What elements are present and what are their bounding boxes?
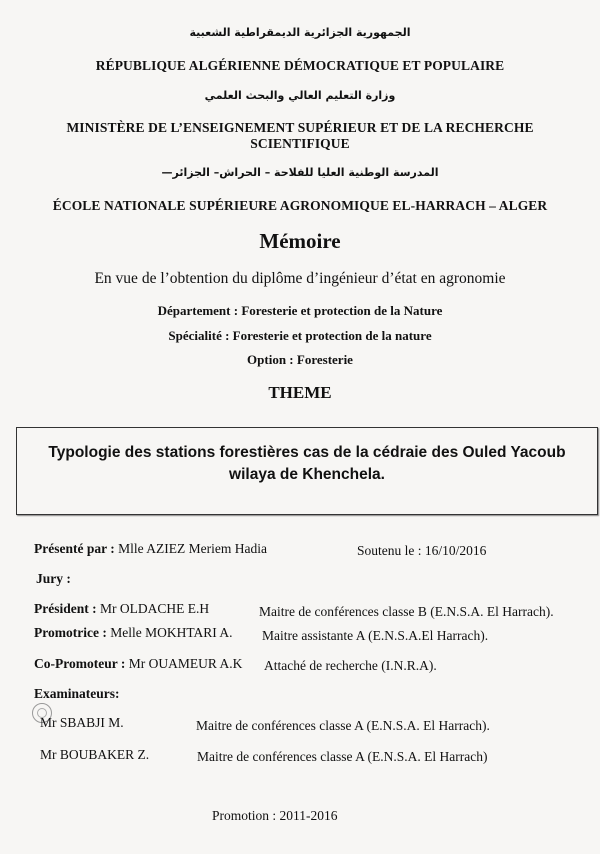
examiner2-role: Maitre de conférences classe A (E.N.S.A. El Harrach) [197, 749, 488, 764]
president-label: Président : [34, 601, 97, 616]
defense-date: Soutenu le : 16/10/2016 [357, 543, 487, 558]
president-name: Mr OLDACHE E.H [96, 601, 210, 616]
examiner1-role: Maitre de conférences classe A (E.N.S.A. El Harrach). [196, 718, 490, 733]
copromoteur-role: Attaché de recherche (I.N.R.A). [264, 658, 437, 673]
promotion: Promotion : 2011-2016 [212, 808, 338, 823]
theme-title [17, 442, 597, 486]
presented-by [34, 541, 267, 557]
examiners-label: Examinateurs: [34, 686, 120, 701]
ministry-french-line1: MINISTÈRE DE L’ENSEIGNEMENT SUPÉRIEUR ET DE LA RECHERCHE [66, 120, 534, 135]
promotrice-entry [34, 625, 233, 641]
presented-name: Mlle AZIEZ Meriem Hadia [114, 541, 267, 556]
theme-heading: THEME [268, 383, 332, 402]
examiner2-name: Mr BOUBAKER Z. [40, 747, 150, 762]
republic-french: RÉPUBLIQUE ALGÉRIENNE DÉMOCRATIQUE ET POPULAIRE [95, 58, 505, 73]
specialty: Spécialité : Foresterie et protection de la nature [168, 328, 432, 343]
jury-label: Jury : [36, 571, 71, 586]
promotrice-role: Maitre assistante A (E.N.S.A.El Harrach). [262, 628, 489, 643]
president-entry [34, 601, 209, 617]
theme-title-line1: Typologie des stations forestières cas de la cédraie des Ouled Yacoub [48, 444, 566, 461]
theme-title-line2: wilaya de Khenchela. [229, 466, 385, 483]
presented-label: Présenté par : [34, 541, 115, 556]
memoire-title: Mémoire [259, 229, 341, 253]
theme-box [16, 427, 598, 515]
option: Option : Foresterie [247, 352, 353, 367]
school-french: ÉCOLE NATIONALE SUPÉRIEURE AGRONOMIQUE EL-HARRACH – ALGER [52, 198, 548, 213]
republic-arabic: الجمهورية الجزائرية الديمقراطية الشعبية [189, 26, 411, 39]
promotrice-name: Melle MOKHTARI A. [106, 625, 233, 640]
department: Département : Foresterie et protection de la Nature [157, 303, 443, 318]
ministry-arabic: وزارة التعليم العالي والبحث العلمي [204, 89, 396, 102]
copromoteur-entry [34, 656, 242, 672]
copromoteur-label: Co-Promoteur : [34, 656, 126, 671]
promotrice-label: Promotrice : [34, 625, 107, 640]
school-arabic: المدرسة الوطنية العليا للفلاحة – الحراش– الجزائر— [161, 166, 439, 179]
ministry-french-line2: SCIENTIFIQUE [250, 136, 350, 151]
copromoteur-name: Mr OUAMEUR A.K [125, 656, 243, 671]
president-role: Maitre de conférences classe B (E.N.S.A. El Harrach). [259, 604, 554, 619]
examiner1-name: Mr SBABJI M. [40, 715, 124, 730]
memoire-subtitle: En vue de l’obtention du diplôme d’ingénieur d’état en agronomie [94, 270, 506, 287]
